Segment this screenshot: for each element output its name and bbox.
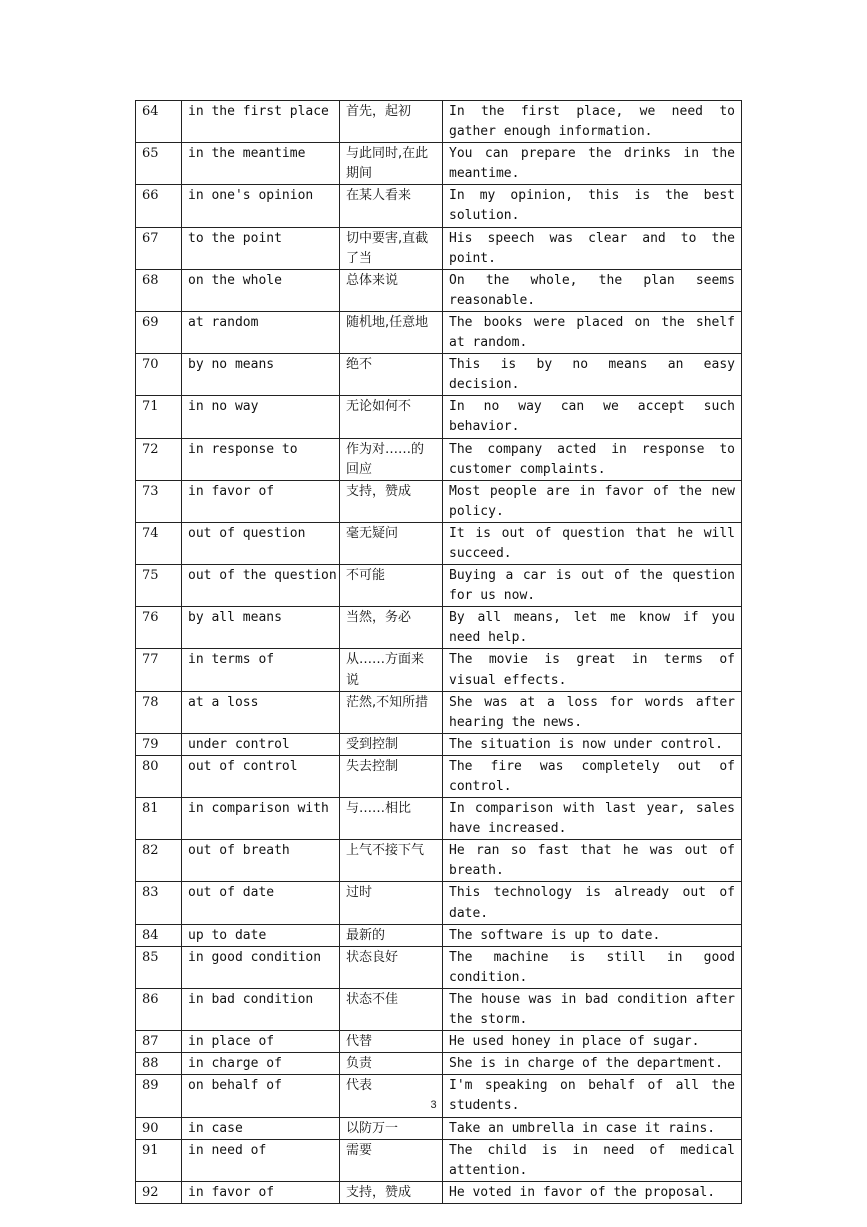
row-number: 86 — [136, 988, 182, 1030]
phrase-cell: at a loss — [182, 691, 340, 733]
table-row — [136, 1139, 742, 1181]
phrase-cell: on behalf of — [182, 1075, 340, 1117]
chinese-meaning-cell: 最新的 — [340, 924, 443, 946]
chinese-meaning-cell: 过时 — [340, 882, 443, 924]
phrase-cell: out of date — [182, 882, 340, 924]
chinese-meaning-cell: 代表 — [340, 1075, 443, 1117]
table-row — [136, 480, 742, 522]
example-sentence-cell: In my opinion, this is the best solution. — [443, 185, 742, 227]
table-row — [136, 227, 742, 269]
chinese-meaning-cell: 支持，赞成 — [340, 1181, 443, 1203]
row-number: 91 — [136, 1139, 182, 1181]
table-row — [136, 649, 742, 691]
row-number: 82 — [136, 840, 182, 882]
example-sentence-cell: I'm speaking on behalf of all the students. — [443, 1075, 742, 1117]
row-number: 76 — [136, 607, 182, 649]
phrase-table-body — [136, 101, 742, 1204]
example-sentence-cell: His speech was clear and to the point. — [443, 227, 742, 269]
chinese-meaning-cell: 状态不佳 — [340, 988, 443, 1030]
table-row — [136, 396, 742, 438]
row-number: 90 — [136, 1117, 182, 1139]
row-number: 81 — [136, 798, 182, 840]
example-sentence-cell: This technology is already out of date. — [443, 882, 742, 924]
row-number: 83 — [136, 882, 182, 924]
table-row — [136, 798, 742, 840]
row-number: 66 — [136, 185, 182, 227]
table-row — [136, 438, 742, 480]
table-row — [136, 946, 742, 988]
example-sentence-cell: She is in charge of the department. — [443, 1053, 742, 1075]
phrase-cell: in need of — [182, 1139, 340, 1181]
chinese-meaning-cell: 在某人看来 — [340, 185, 443, 227]
example-sentence-cell: The house was in bad condition after the storm. — [443, 988, 742, 1030]
page-number: 3 — [430, 1099, 437, 1111]
row-number: 69 — [136, 311, 182, 353]
row-number: 67 — [136, 227, 182, 269]
phrase-cell: in the meantime — [182, 143, 340, 185]
row-number: 70 — [136, 354, 182, 396]
example-sentence-cell: The situation is now under control. — [443, 733, 742, 755]
phrase-cell: up to date — [182, 924, 340, 946]
row-number: 87 — [136, 1031, 182, 1053]
phrase-cell: in favor of — [182, 480, 340, 522]
phrase-cell: in one's opinion — [182, 185, 340, 227]
table-row — [136, 101, 742, 143]
table-row — [136, 522, 742, 564]
chinese-meaning-cell: 代替 — [340, 1031, 443, 1053]
example-sentence-cell: You can prepare the drinks in the meantime. — [443, 143, 742, 185]
example-sentence-cell: Take an umbrella in case it rains. — [443, 1117, 742, 1139]
row-number: 89 — [136, 1075, 182, 1117]
row-number: 68 — [136, 269, 182, 311]
example-sentence-cell: The machine is still in good condition. — [443, 946, 742, 988]
phrase-cell: out of question — [182, 522, 340, 564]
table-row — [136, 311, 742, 353]
row-number: 78 — [136, 691, 182, 733]
chinese-meaning-cell: 负责 — [340, 1053, 443, 1075]
phrase-cell: in bad condition — [182, 988, 340, 1030]
phrase-cell: in place of — [182, 1031, 340, 1053]
table-row — [136, 1053, 742, 1075]
example-sentence-cell: The books were placed on the shelf at random. — [443, 311, 742, 353]
row-number: 73 — [136, 480, 182, 522]
table-row — [136, 733, 742, 755]
phrase-cell: out of the question — [182, 565, 340, 607]
example-sentence-cell: The movie is great in terms of visual effects. — [443, 649, 742, 691]
chinese-meaning-cell: 切中要害,直截了当 — [340, 227, 443, 269]
chinese-meaning-cell: 不可能 — [340, 565, 443, 607]
phrase-cell: out of breath — [182, 840, 340, 882]
table-row — [136, 565, 742, 607]
example-sentence-cell: Most people are in favor of the new policy. — [443, 480, 742, 522]
example-sentence-cell: On the whole, the plan seems reasonable. — [443, 269, 742, 311]
row-number: 74 — [136, 522, 182, 564]
table-row — [136, 755, 742, 797]
row-number: 72 — [136, 438, 182, 480]
chinese-meaning-cell: 与此同时,在此期间 — [340, 143, 443, 185]
chinese-meaning-cell: 随机地,任意地 — [340, 311, 443, 353]
table-row — [136, 354, 742, 396]
example-sentence-cell: He voted in favor of the proposal. — [443, 1181, 742, 1203]
phrase-cell: in no way — [182, 396, 340, 438]
phrase-cell: at random — [182, 311, 340, 353]
example-sentence-cell: Buying a car is out of the question for us now. — [443, 565, 742, 607]
chinese-meaning-cell: 毫无疑问 — [340, 522, 443, 564]
phrase-cell: by no means — [182, 354, 340, 396]
row-number: 65 — [136, 143, 182, 185]
phrase-cell: by all means — [182, 607, 340, 649]
row-number: 88 — [136, 1053, 182, 1075]
row-number: 71 — [136, 396, 182, 438]
chinese-meaning-cell: 当然，务必 — [340, 607, 443, 649]
chinese-meaning-cell: 支持，赞成 — [340, 480, 443, 522]
chinese-meaning-cell: 以防万一 — [340, 1117, 443, 1139]
chinese-meaning-cell: 作为对……的回应 — [340, 438, 443, 480]
example-sentence-cell: The company acted in response to customer complaints. — [443, 438, 742, 480]
chinese-meaning-cell: 上气不接下气 — [340, 840, 443, 882]
chinese-meaning-cell: 需要 — [340, 1139, 443, 1181]
chinese-meaning-cell: 从……方面来说 — [340, 649, 443, 691]
row-number: 84 — [136, 924, 182, 946]
example-sentence-cell: The fire was completely out of control. — [443, 755, 742, 797]
example-sentence-cell: In the first place, we need to gather enough information. — [443, 101, 742, 143]
phrase-cell: on the whole — [182, 269, 340, 311]
phrase-cell: in comparison with — [182, 798, 340, 840]
row-number: 77 — [136, 649, 182, 691]
table-row — [136, 1181, 742, 1203]
table-row — [136, 143, 742, 185]
phrase-cell: in case — [182, 1117, 340, 1139]
example-sentence-cell: By all means, let me know if you need help. — [443, 607, 742, 649]
table-row — [136, 882, 742, 924]
table-row — [136, 185, 742, 227]
example-sentence-cell: He used honey in place of sugar. — [443, 1031, 742, 1053]
table-row — [136, 988, 742, 1030]
chinese-meaning-cell: 首先，起初 — [340, 101, 443, 143]
example-sentence-cell: In comparison with last year, sales have increased. — [443, 798, 742, 840]
phrase-cell: in favor of — [182, 1181, 340, 1203]
row-number: 92 — [136, 1181, 182, 1203]
phrase-table — [135, 100, 742, 1204]
table-row — [136, 1031, 742, 1053]
chinese-meaning-cell: 失去控制 — [340, 755, 443, 797]
chinese-meaning-cell: 总体来说 — [340, 269, 443, 311]
phrase-cell: in the first place — [182, 101, 340, 143]
phrase-cell: in response to — [182, 438, 340, 480]
table-row — [136, 1117, 742, 1139]
phrase-cell: under control — [182, 733, 340, 755]
row-number: 75 — [136, 565, 182, 607]
chinese-meaning-cell: 茫然,不知所措 — [340, 691, 443, 733]
row-number: 79 — [136, 733, 182, 755]
example-sentence-cell: He ran so fast that he was out of breath. — [443, 840, 742, 882]
row-number: 85 — [136, 946, 182, 988]
row-number: 80 — [136, 755, 182, 797]
chinese-meaning-cell: 绝不 — [340, 354, 443, 396]
example-sentence-cell: She was at a loss for words after hearing the news. — [443, 691, 742, 733]
example-sentence-cell: It is out of question that he will succeed. — [443, 522, 742, 564]
phrase-cell: to the point — [182, 227, 340, 269]
example-sentence-cell: The software is up to date. — [443, 924, 742, 946]
phrase-cell: in charge of — [182, 1053, 340, 1075]
phrase-cell: in good condition — [182, 946, 340, 988]
example-sentence-cell: The child is in need of medical attention. — [443, 1139, 742, 1181]
example-sentence-cell: This is by no means an easy decision. — [443, 354, 742, 396]
phrase-cell: in terms of — [182, 649, 340, 691]
chinese-meaning-cell: 与……相比 — [340, 798, 443, 840]
table-row — [136, 924, 742, 946]
phrase-cell: out of control — [182, 755, 340, 797]
chinese-meaning-cell: 无论如何不 — [340, 396, 443, 438]
chinese-meaning-cell: 状态良好 — [340, 946, 443, 988]
table-row — [136, 607, 742, 649]
example-sentence-cell: In no way can we accept such behavior. — [443, 396, 742, 438]
table-row — [136, 840, 742, 882]
table-row — [136, 269, 742, 311]
chinese-meaning-cell: 受到控制 — [340, 733, 443, 755]
row-number: 64 — [136, 101, 182, 143]
table-row — [136, 691, 742, 733]
